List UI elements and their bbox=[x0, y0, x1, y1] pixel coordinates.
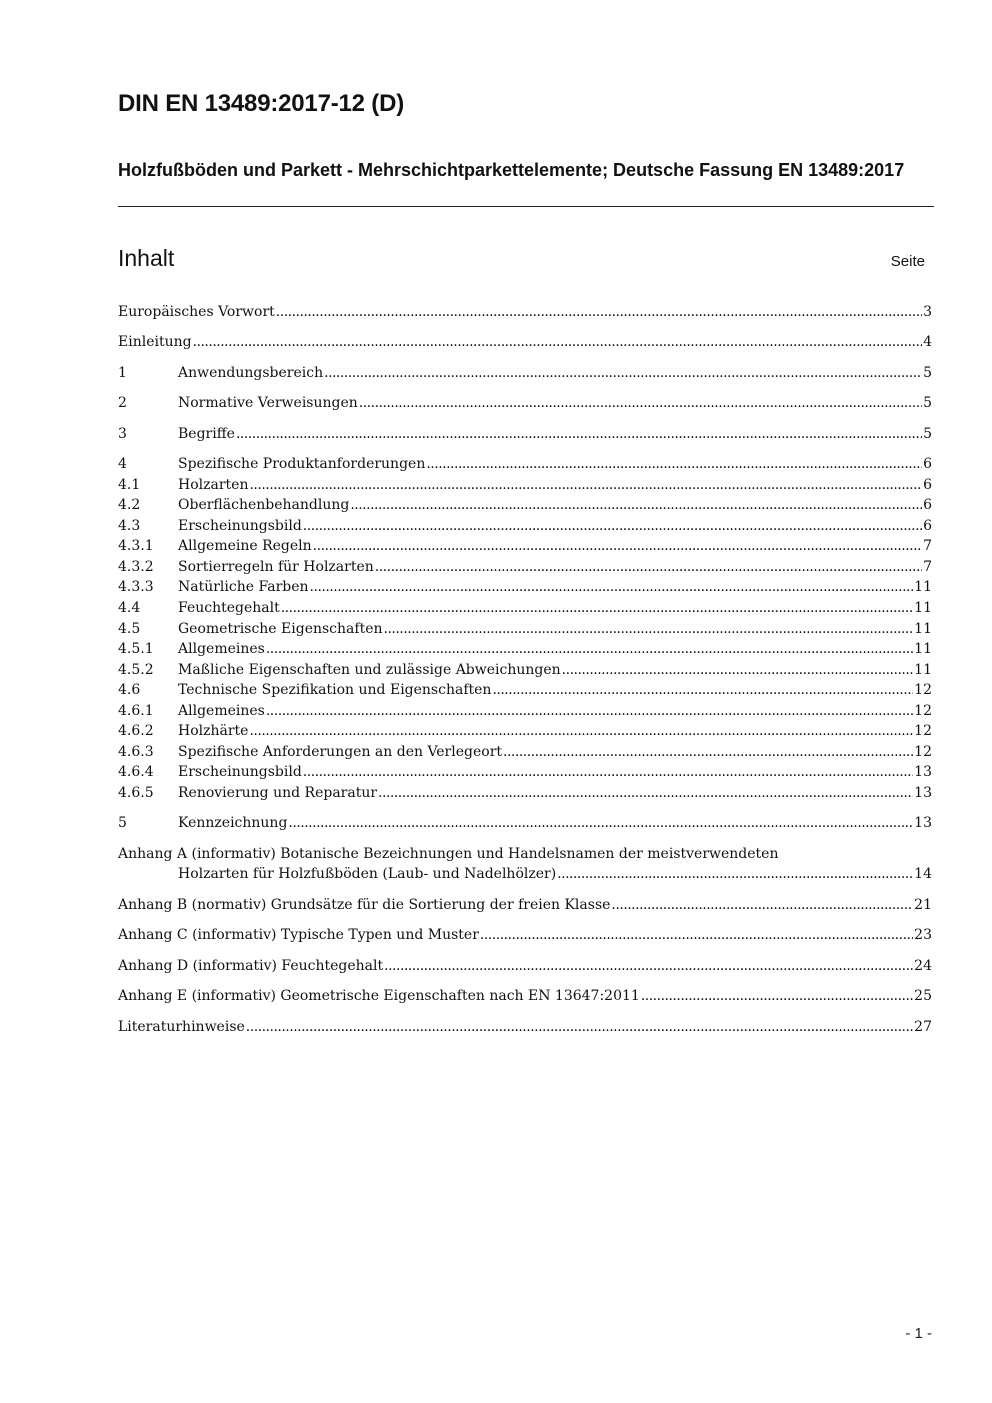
toc-leader bbox=[266, 701, 913, 721]
toc-entry-number: 4.2 bbox=[118, 497, 141, 513]
toc-entry-number: 4.1 bbox=[118, 477, 141, 493]
toc-entry-page: 5 bbox=[923, 426, 932, 442]
toc-leader bbox=[303, 762, 913, 782]
toc-entry-page: 7 bbox=[923, 559, 932, 575]
toc-entry[interactable] bbox=[118, 680, 932, 700]
toc-entry-page: 13 bbox=[914, 764, 932, 780]
toc-entry-title: Anwendungsbereich bbox=[178, 365, 324, 381]
toc-entry-page: 27 bbox=[914, 1019, 932, 1035]
toc-entry-title: Holzhärte bbox=[178, 723, 249, 739]
toc-entry-title: Maßliche Eigenschaften und zulässige Abweichungen bbox=[178, 662, 561, 678]
toc-entry-title: Geometrische Eigenschaften bbox=[178, 621, 383, 637]
toc-leader bbox=[310, 577, 914, 597]
toc-entry-page: 5 bbox=[923, 395, 932, 411]
toc-entry-number: 4.6.1 bbox=[118, 703, 154, 719]
toc-entry-title: Europäisches Vorwort bbox=[118, 304, 275, 320]
toc-leader bbox=[303, 516, 922, 536]
toc-leader bbox=[503, 742, 913, 762]
toc-leader bbox=[324, 363, 922, 383]
toc-entry-title: Allgemeines bbox=[178, 703, 265, 719]
toc-entry-number: 4.5.2 bbox=[118, 662, 154, 678]
toc-entry-title: Normative Verweisungen bbox=[178, 395, 358, 411]
toc-entry[interactable] bbox=[118, 302, 932, 322]
toc-entry-title: Natürliche Farben bbox=[178, 579, 309, 595]
toc-annex-a[interactable] bbox=[118, 864, 932, 884]
toc-heading: Inhalt bbox=[118, 245, 175, 271]
page-number: - 1 - bbox=[905, 1325, 932, 1342]
toc-entry-page: 11 bbox=[914, 579, 932, 595]
toc-leader bbox=[236, 424, 922, 444]
toc-entry-title: Erscheinungsbild bbox=[178, 518, 302, 534]
toc-entry-page: 4 bbox=[923, 334, 932, 350]
toc-entry-number: 4.6.5 bbox=[118, 785, 154, 801]
toc-page-column-label: Seite bbox=[890, 253, 925, 270]
toc-entry-page: 11 bbox=[914, 662, 932, 678]
toc-leader bbox=[378, 783, 913, 803]
toc-entry-number: 4 bbox=[118, 456, 127, 472]
toc-entry-number: 4.3.2 bbox=[118, 559, 154, 575]
toc-entry[interactable] bbox=[118, 619, 932, 639]
toc-entry-number: 4.5.1 bbox=[118, 641, 154, 657]
toc-entry-number: 4.6.2 bbox=[118, 723, 154, 739]
toc-entry-number: 4.5 bbox=[118, 621, 141, 637]
toc-entry-number: 1 bbox=[118, 365, 127, 381]
toc-entry-page: 6 bbox=[923, 456, 932, 472]
toc-leader bbox=[384, 956, 913, 976]
toc-entry-title: Begriffe bbox=[178, 426, 235, 442]
toc-entry-number: 2 bbox=[118, 395, 127, 411]
toc-entry-number: 4.4 bbox=[118, 600, 141, 616]
toc-leader bbox=[384, 619, 914, 639]
toc-entry-number: 4.3 bbox=[118, 518, 141, 534]
toc-entry[interactable] bbox=[118, 577, 932, 597]
toc-leader bbox=[246, 1017, 913, 1037]
toc-entry-page: 5 bbox=[923, 365, 932, 381]
toc-entry-title: Holzarten bbox=[178, 477, 249, 493]
toc-leader bbox=[641, 986, 913, 1006]
toc-entry-page: 12 bbox=[914, 723, 932, 739]
toc-leader bbox=[359, 393, 922, 413]
toc-entry-title: Sortierregeln für Holzarten bbox=[178, 559, 374, 575]
toc-entry-title: Allgemeine Regeln bbox=[178, 538, 312, 554]
document-subtitle: Holzfußböden und Parkett - Mehrschichtparkettelemente; Deutsche Fassung EN 13489:2017 bbox=[118, 160, 905, 180]
toc-entry[interactable] bbox=[118, 363, 932, 383]
toc-entry-page: 6 bbox=[923, 477, 932, 493]
toc-entry-title: Anhang B (normativ) Grundsätze für die Sortierung der freien Klasse bbox=[118, 897, 611, 913]
toc-entry-page: 25 bbox=[914, 988, 932, 1004]
toc-entry-number: 4.3.3 bbox=[118, 579, 154, 595]
toc-bibliography[interactable] bbox=[118, 1017, 932, 1037]
toc-entry-title: Allgemeines bbox=[178, 641, 265, 657]
toc-entry-number: 3 bbox=[118, 426, 127, 442]
toc-leader bbox=[249, 721, 913, 741]
toc-entry[interactable] bbox=[118, 639, 932, 659]
toc-entry-page: 6 bbox=[923, 497, 932, 513]
toc-entry[interactable] bbox=[118, 516, 932, 536]
toc-entry-title: Renovierung und Reparatur bbox=[178, 785, 378, 801]
toc-entry-title: Anhang C (informativ) Typische Typen und Muster bbox=[118, 927, 479, 943]
toc-entry[interactable] bbox=[118, 598, 932, 618]
toc-entry[interactable] bbox=[118, 393, 932, 413]
toc-entry-title: Erscheinungsbild bbox=[178, 764, 302, 780]
toc-annex-e[interactable] bbox=[118, 986, 932, 1006]
toc-leader bbox=[276, 302, 922, 322]
document-title: DIN EN 13489:2017-12 (D) bbox=[118, 90, 405, 117]
toc-entry-title: Anhang D (informativ) Feuchtegehalt bbox=[118, 958, 384, 974]
toc-annex-a-line2: Holzarten für Holzfußböden (Laub- und Nadelhölzer) bbox=[178, 866, 557, 882]
toc-entry-page: 13 bbox=[914, 815, 932, 831]
toc-entry-number: 4.6 bbox=[118, 682, 141, 698]
toc-entry-title: Feuchtegehalt bbox=[178, 600, 280, 616]
toc-leader bbox=[426, 454, 922, 474]
toc-entry-page: 11 bbox=[914, 621, 932, 637]
toc-entry-title: Literaturhinweise bbox=[118, 1019, 245, 1035]
toc-entry[interactable] bbox=[118, 783, 932, 803]
toc-entry-number: 4.3.1 bbox=[118, 538, 154, 554]
toc-entry-title: Spezifische Anforderungen an den Verlegeort bbox=[178, 744, 503, 760]
toc-entry-page: 7 bbox=[923, 538, 932, 554]
toc-annex-b[interactable] bbox=[118, 895, 932, 915]
toc-entry-page: 12 bbox=[914, 744, 932, 760]
toc-annex-d[interactable] bbox=[118, 956, 932, 976]
toc-entry-title: Spezifische Produktanforderungen bbox=[178, 456, 426, 472]
toc-entry-page: 11 bbox=[914, 600, 932, 616]
toc-entry[interactable] bbox=[118, 557, 932, 577]
toc-entry[interactable] bbox=[118, 660, 932, 680]
toc-entry[interactable] bbox=[118, 495, 932, 515]
toc-leader bbox=[266, 639, 913, 659]
toc-entry[interactable] bbox=[118, 454, 932, 474]
toc-entry-page: 11 bbox=[914, 641, 932, 657]
toc-entry-page: 23 bbox=[914, 927, 932, 943]
toc-entry[interactable] bbox=[118, 475, 932, 495]
toc-entry-title: Oberflächenbehandlung bbox=[178, 497, 350, 513]
toc-entry-number: 4.6.3 bbox=[118, 744, 154, 760]
toc-leader bbox=[350, 495, 922, 515]
toc-leader bbox=[557, 864, 913, 884]
toc-leader bbox=[480, 925, 913, 945]
toc-leader bbox=[313, 536, 922, 556]
toc-entry-page: 12 bbox=[914, 703, 932, 719]
toc-entry[interactable] bbox=[118, 762, 932, 782]
toc-entry-page: 24 bbox=[914, 958, 932, 974]
toc-leader bbox=[562, 660, 914, 680]
toc-entry[interactable] bbox=[118, 813, 932, 833]
toc-leader bbox=[375, 557, 922, 577]
toc-leader bbox=[288, 813, 913, 833]
toc-annex-a-line1[interactable]: Anhang A (informativ) Botanische Bezeichnungen und Handelsnamen der meistverwendeten bbox=[118, 846, 779, 862]
toc-leader bbox=[249, 475, 922, 495]
toc-entry[interactable] bbox=[118, 424, 932, 444]
toc-entry[interactable] bbox=[118, 332, 932, 352]
toc-entry-title: Anhang E (informativ) Geometrische Eigenschaften nach EN 13647:2011 bbox=[118, 988, 640, 1004]
toc-entry-page: 14 bbox=[914, 866, 932, 882]
toc-leader bbox=[611, 895, 913, 915]
toc-entry-title: Einleitung bbox=[118, 334, 192, 350]
title-divider bbox=[118, 206, 934, 207]
toc-entry[interactable] bbox=[118, 701, 932, 721]
toc-entry-page: 12 bbox=[914, 682, 932, 698]
toc-entry-page: 21 bbox=[914, 897, 932, 913]
toc-leader bbox=[281, 598, 913, 618]
toc-entry-page: 3 bbox=[923, 304, 932, 320]
toc-entry-number: 4.6.4 bbox=[118, 764, 154, 780]
toc-entry[interactable] bbox=[118, 721, 932, 741]
toc-annex-c[interactable] bbox=[118, 925, 932, 945]
toc-entry-number: 5 bbox=[118, 815, 127, 831]
toc-entry-page: 6 bbox=[923, 518, 932, 534]
toc-leader bbox=[492, 680, 913, 700]
toc-entry-title: Kennzeichnung bbox=[178, 815, 288, 831]
toc-entry[interactable] bbox=[118, 742, 932, 762]
toc-entry-page: 13 bbox=[914, 785, 932, 801]
toc-entry[interactable] bbox=[118, 536, 932, 556]
toc-leader bbox=[193, 332, 923, 352]
toc-entry-title: Technische Spezifikation und Eigenschaften bbox=[178, 682, 492, 698]
